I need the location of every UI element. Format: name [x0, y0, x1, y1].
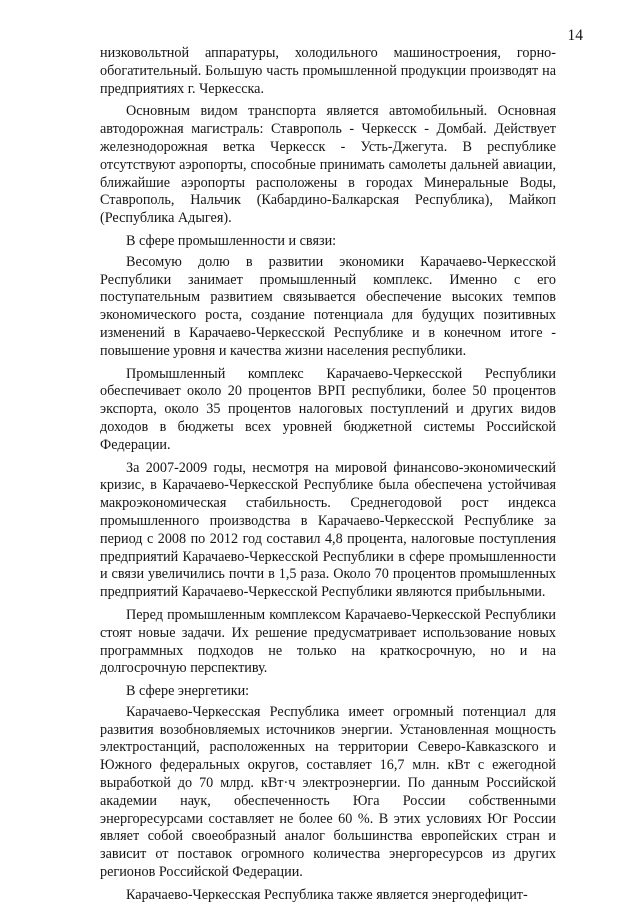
paragraph-energy-potential: Карачаево-Черкесская Республика имеет огромный потенциал для развития возобновляемых источников энергии. Установленная мощность электростанций, расположенных на территории Северо-Кавказского и Южного федеральных округов, составляет 16,7 млн. кВт с ежегодной выработкой до 70 млрд. кВт·ч электроэнергии. По данным Российской академии наук, обеспеченность Юга России собственными энергоресурсами составляет не более 60 %. В этих условиях Юг России являет собой своеобразный аналог большинства европейских стран и зависит от поставок огромного количества энергоресурсов из других регионов Российской Федерации. [100, 703, 556, 881]
paragraph-new-tasks: Перед промышленным комплексом Карачаево-Черкесской Республики стоят новые задачи. Их решение предусматривает использование новых программных подходов не только на краткосрочную, но и на долгосрочную перспективу. [100, 606, 556, 677]
paragraph-energy-deficit: Карачаево-Черкесская Республика также является энергодефицит- [126, 886, 528, 903]
paragraph-transport: Основным видом транспорта является автомобильный. Основная автодорожная магистраль: Ставрополь - Черкесск - Домбай. Действует железнодорожная ветка Черкесск - Усть-Джегута. В республике отсутствуют аэропорты, способные принимать самолеты дальней авиации, ближайшие аэропорты расположены в городах Минеральные Воды, Ставрополь, Нальчик (Кабардино-Балкарская Республика), Майкоп (Республика Адыгея). [100, 103, 556, 227]
paragraph-industrial-complex: Весомую долю в развитии экономики Карачаево-Черкесской Республики занимает промышленный комплекс. Именно с его поступательным развитием связывается обеспечение высоких темпов экономического роста, создание потенциала для будущих позитивных изменений в Карачаево-Черкесской Республике и в конечном итоге - повышение уровня и качества жизни населения республики. [100, 253, 556, 359]
paragraph-crisis-stability: За 2007-2009 годы, несмотря на мировой финансово-экономический кризис, в Карачаево-Черкесской Республике была обеспечена устойчивая макроэкономическая стабильность. Среднегодовой рост индекса промышленного производства в Карачаево-Черкесской Республике за период с 2008 по 2012 год составил 4,8 процента, налоговые поступления предприятий Карачаево-Черкесской Республики в сфере промышленности и связи увеличились почти в 1,5 раза. Около 70 процентов промышленных предприятий Карачаево-Черкесской Республики являются прибыльными. [100, 459, 556, 601]
page-number: 14 [567, 27, 583, 44]
section-heading-energy: В сфере энергетики: [126, 683, 250, 700]
section-heading-industry: В сфере промышленности и связи: [126, 232, 337, 249]
paragraph-industry-continuation: низковольтной аппаратуры, холодильного машиностроения, горно-обогатительный. Большую часть промышленной продукции производят на предприятиях г. Черкесска. [100, 45, 556, 97]
paragraph-industrial-share: Промышленный комплекс Карачаево-Черкесской Республики обеспечивает около 20 процентов ВРП республики, более 50 процентов экспорта, около 35 процентов налоговых поступлений и других видов доходов в бюджеты всех уровней бюджетной системы Российской Федерации. [100, 365, 556, 453]
document-body [100, 45, 556, 910]
